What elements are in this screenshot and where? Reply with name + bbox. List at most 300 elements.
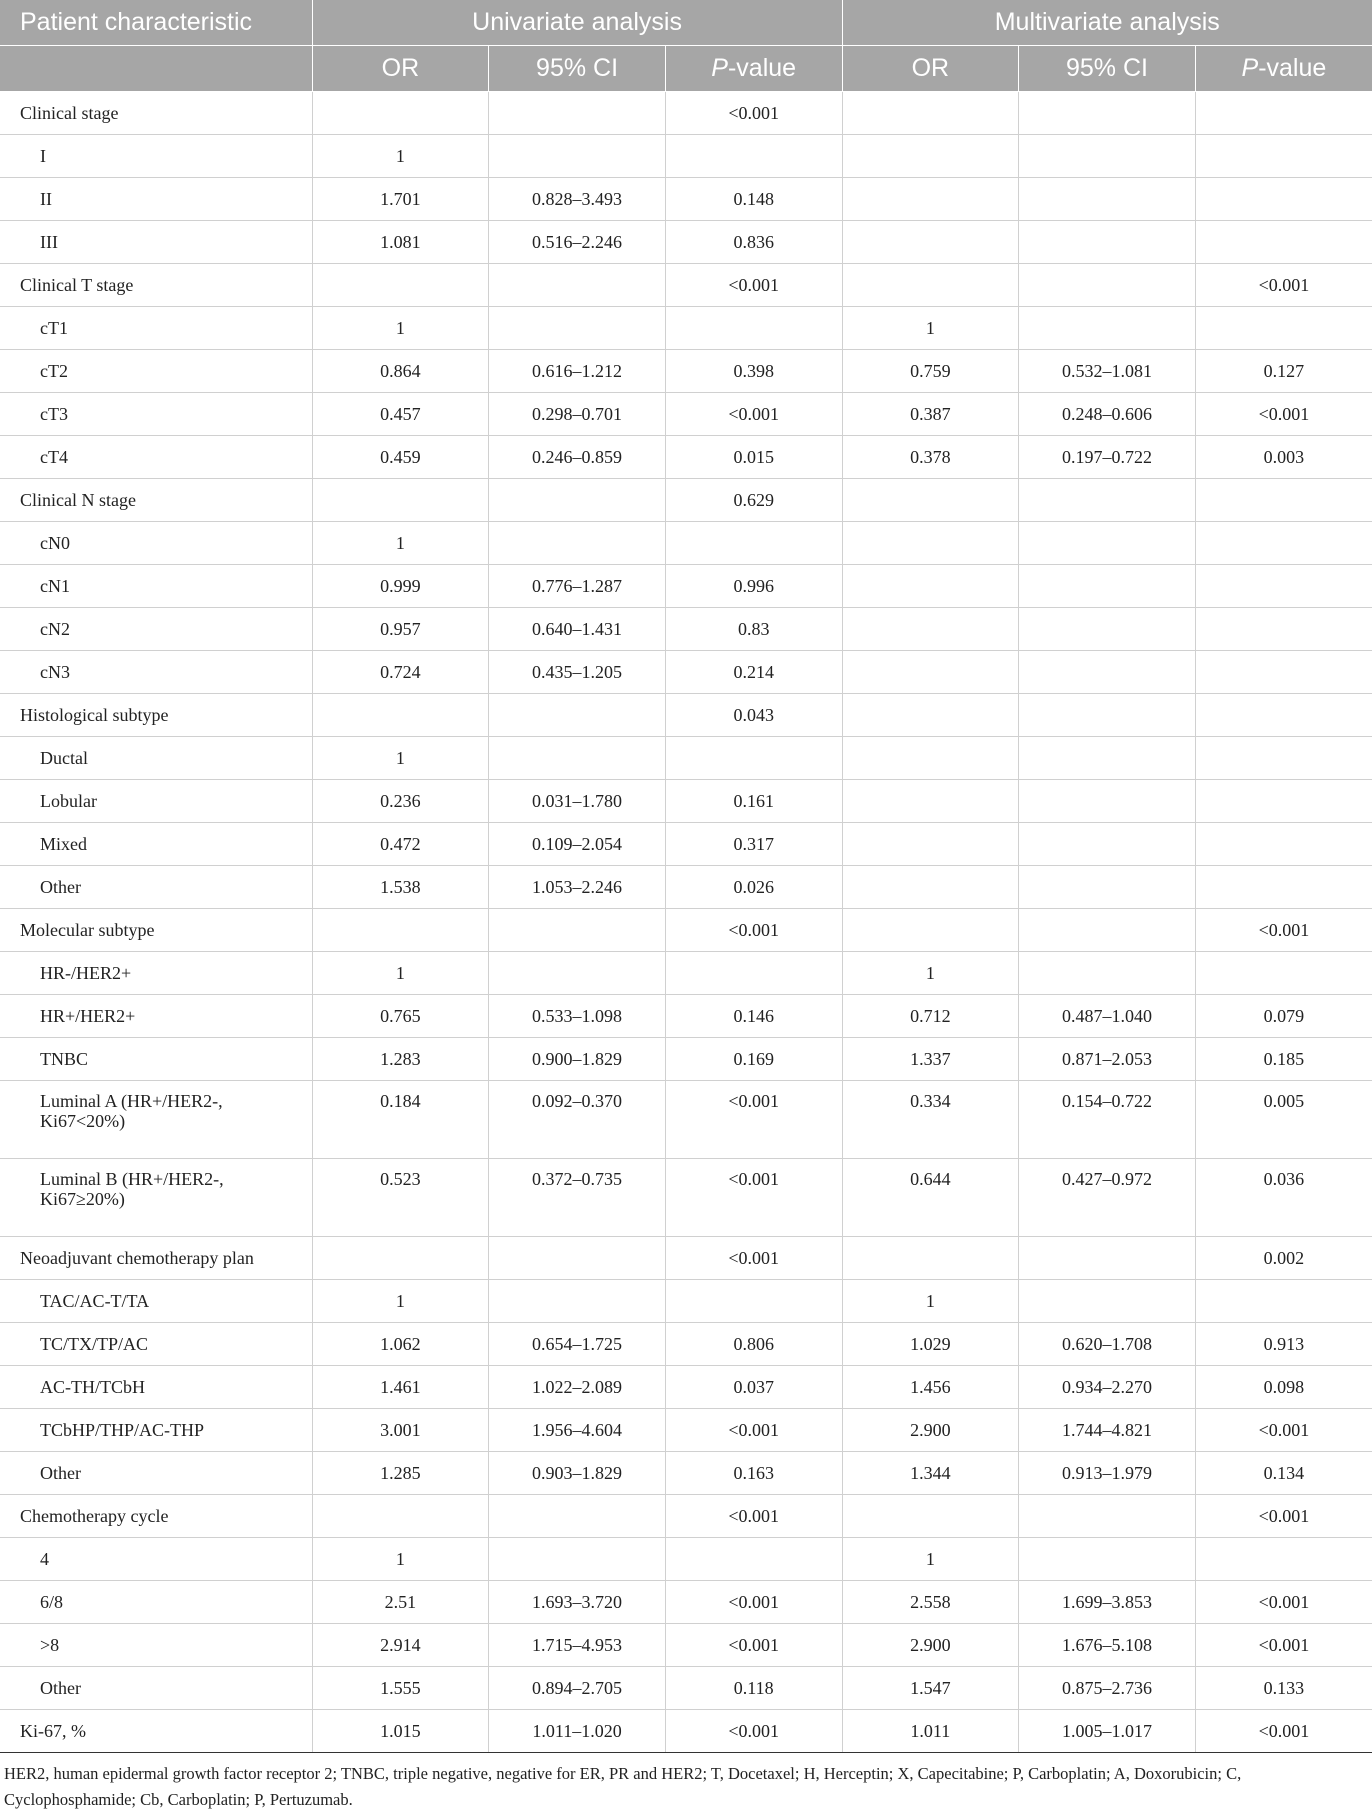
table-row	[0, 952, 1372, 995]
row-label-text: Other	[40, 1463, 81, 1483]
table-row-group	[0, 694, 1372, 737]
row-label	[0, 1081, 312, 1159]
cell-univariate-ci: 0.640–1.431	[489, 608, 666, 651]
row-label	[0, 1710, 312, 1753]
cell-multivariate-p-value: 0.003	[1195, 436, 1372, 479]
cell-multivariate-or	[842, 522, 1019, 565]
cell-multivariate-p-value: <0.001	[1195, 1710, 1372, 1753]
table-row-group	[0, 1237, 1372, 1280]
row-label-text: III	[40, 232, 58, 252]
cell-multivariate-or: 1.337	[842, 1038, 1019, 1081]
table-row	[0, 1323, 1372, 1366]
row-label-text: Other	[40, 877, 81, 897]
cell-univariate-p-value: 0.398	[665, 350, 842, 393]
row-label-text: Ki-67, %	[20, 1721, 86, 1741]
row-label-text: 6/8	[40, 1592, 64, 1612]
cell-univariate-or	[312, 909, 489, 952]
row-label	[0, 1538, 312, 1581]
cell-univariate-or: 1	[312, 135, 489, 178]
row-label	[0, 1452, 312, 1495]
cell-multivariate-or: 2.900	[842, 1624, 1019, 1667]
cell-multivariate-or: 1	[842, 1538, 1019, 1581]
header-univariate-analysis: Univariate analysis	[312, 0, 842, 46]
cell-multivariate-or	[842, 1495, 1019, 1538]
cell-univariate-p-value: 0.806	[665, 1323, 842, 1366]
cell-multivariate-ci	[1019, 608, 1196, 651]
cell-univariate-p-value	[665, 1280, 842, 1323]
cell-multivariate-ci: 1.699–3.853	[1019, 1581, 1196, 1624]
cell-univariate-p-value: <0.001	[665, 1581, 842, 1624]
cell-univariate-or	[312, 479, 489, 522]
cell-multivariate-p-value: 0.005	[1195, 1081, 1372, 1159]
header-univariate-ci: 95% CI	[489, 46, 666, 92]
cell-univariate-ci	[489, 1495, 666, 1538]
cell-multivariate-p-value	[1195, 522, 1372, 565]
cell-univariate-or: 1.283	[312, 1038, 489, 1081]
row-label-text: cT3	[40, 404, 68, 424]
cell-multivariate-ci	[1019, 1538, 1196, 1581]
table-row	[0, 1038, 1372, 1081]
cell-univariate-ci: 0.654–1.725	[489, 1323, 666, 1366]
cell-univariate-or: 1.285	[312, 1452, 489, 1495]
cell-multivariate-p-value: 0.133	[1195, 1667, 1372, 1710]
table-body	[0, 92, 1372, 1753]
header-patient-characteristic: Patient characteristic	[0, 0, 312, 46]
cell-univariate-or: 1.555	[312, 1667, 489, 1710]
cell-univariate-p-value: <0.001	[665, 1237, 842, 1280]
row-label	[0, 1624, 312, 1667]
cell-multivariate-ci: 1.005–1.017	[1019, 1710, 1196, 1753]
cell-multivariate-or	[842, 694, 1019, 737]
cell-multivariate-or: 0.759	[842, 350, 1019, 393]
cell-univariate-p-value	[665, 952, 842, 995]
table-row	[0, 1159, 1372, 1237]
cell-multivariate-or: 1.547	[842, 1667, 1019, 1710]
cell-multivariate-p-value	[1195, 952, 1372, 995]
table-row-group	[0, 909, 1372, 952]
cell-univariate-p-value: <0.001	[665, 1409, 842, 1452]
cell-univariate-or	[312, 92, 489, 135]
table-row	[0, 780, 1372, 823]
cell-univariate-ci: 0.092–0.370	[489, 1081, 666, 1159]
cell-univariate-p-value: 0.317	[665, 823, 842, 866]
cell-univariate-ci: 0.109–2.054	[489, 823, 666, 866]
cell-multivariate-p-value	[1195, 866, 1372, 909]
row-label	[0, 350, 312, 393]
cell-multivariate-ci: 0.871–2.053	[1019, 1038, 1196, 1081]
cell-multivariate-p-value: 0.127	[1195, 350, 1372, 393]
cell-multivariate-p-value	[1195, 178, 1372, 221]
cell-multivariate-p-value	[1195, 651, 1372, 694]
cell-univariate-p-value: 0.83	[665, 608, 842, 651]
cell-multivariate-ci	[1019, 737, 1196, 780]
cell-multivariate-ci	[1019, 307, 1196, 350]
cell-multivariate-p-value: 0.098	[1195, 1366, 1372, 1409]
row-label-text: Luminal A (HR+/HER2-,	[40, 1091, 223, 1111]
cell-univariate-p-value	[665, 1538, 842, 1581]
table-footnote: HER2, human epidermal growth factor receptor 2; TNBC, triple negative, negative for ER, PR and HER2; T, Docetaxel; H, Herceptin; X, Capecitabine; P, Carboplatin; A, Doxorubicin; C, Cyclophosphamide; Cb, Carboplatin; P, Pertuzumab.	[4, 1764, 1242, 1809]
cell-univariate-p-value: 0.161	[665, 780, 842, 823]
cell-multivariate-ci: 0.248–0.606	[1019, 393, 1196, 436]
cell-multivariate-p-value	[1195, 1280, 1372, 1323]
cell-multivariate-ci	[1019, 866, 1196, 909]
cell-univariate-ci	[489, 1237, 666, 1280]
cell-multivariate-ci	[1019, 92, 1196, 135]
cell-univariate-or: 0.957	[312, 608, 489, 651]
cell-multivariate-p-value: 0.185	[1195, 1038, 1372, 1081]
cell-multivariate-or: 1.029	[842, 1323, 1019, 1366]
cell-univariate-p-value: <0.001	[665, 264, 842, 307]
cell-univariate-ci: 0.435–1.205	[489, 651, 666, 694]
cell-univariate-ci: 0.372–0.735	[489, 1159, 666, 1237]
row-label-text: Clinical T stage	[20, 275, 134, 295]
row-label	[0, 479, 312, 522]
cell-univariate-ci	[489, 737, 666, 780]
cell-univariate-ci	[489, 952, 666, 995]
p-suffix: -value	[727, 54, 797, 82]
row-label-text: cN2	[40, 619, 70, 639]
row-label-text: Histological subtype	[20, 705, 169, 725]
row-label	[0, 737, 312, 780]
row-label-text: Neoadjuvant chemotherapy plan	[20, 1248, 254, 1268]
row-label	[0, 1280, 312, 1323]
cell-multivariate-p-value: 0.079	[1195, 995, 1372, 1038]
cell-univariate-ci: 0.900–1.829	[489, 1038, 666, 1081]
cell-univariate-ci: 0.828–3.493	[489, 178, 666, 221]
cell-univariate-ci: 1.053–2.246	[489, 866, 666, 909]
row-label-text: TC/TX/TP/AC	[40, 1334, 149, 1354]
table-row	[0, 1280, 1372, 1323]
row-label	[0, 780, 312, 823]
table-row	[0, 393, 1372, 436]
cell-multivariate-ci	[1019, 522, 1196, 565]
cell-univariate-p-value: 0.043	[665, 694, 842, 737]
cell-univariate-p-value: 0.163	[665, 1452, 842, 1495]
row-label-text: cT1	[40, 318, 68, 338]
cell-multivariate-ci	[1019, 264, 1196, 307]
row-label-text: I	[40, 146, 46, 166]
cell-multivariate-p-value	[1195, 479, 1372, 522]
table-row-group	[0, 1710, 1372, 1753]
cell-multivariate-ci	[1019, 178, 1196, 221]
header-univariate-p-value	[665, 46, 842, 92]
cell-univariate-or: 1	[312, 737, 489, 780]
row-label-text: cN0	[40, 533, 70, 553]
cell-multivariate-or: 1	[842, 952, 1019, 995]
cell-multivariate-or: 0.387	[842, 393, 1019, 436]
cell-univariate-or: 0.765	[312, 995, 489, 1038]
cell-multivariate-ci	[1019, 479, 1196, 522]
cell-multivariate-ci	[1019, 1280, 1196, 1323]
row-label	[0, 178, 312, 221]
cell-univariate-or: 0.523	[312, 1159, 489, 1237]
cell-multivariate-ci	[1019, 909, 1196, 952]
row-label	[0, 1366, 312, 1409]
cell-univariate-ci	[489, 909, 666, 952]
cell-univariate-or: 0.184	[312, 1081, 489, 1159]
row-label-text: TAC/AC-T/TA	[40, 1291, 150, 1311]
table-row	[0, 221, 1372, 264]
cell-univariate-p-value: 0.996	[665, 565, 842, 608]
table-row	[0, 135, 1372, 178]
cell-multivariate-p-value	[1195, 608, 1372, 651]
cell-univariate-or: 1	[312, 1280, 489, 1323]
cell-multivariate-p-value: 0.002	[1195, 1237, 1372, 1280]
cell-multivariate-or: 1.456	[842, 1366, 1019, 1409]
cell-univariate-or	[312, 1495, 489, 1538]
table-row	[0, 436, 1372, 479]
cell-multivariate-ci	[1019, 1495, 1196, 1538]
cell-multivariate-ci: 0.487–1.040	[1019, 995, 1196, 1038]
cell-multivariate-or: 1	[842, 1280, 1019, 1323]
cell-univariate-ci: 1.022–2.089	[489, 1366, 666, 1409]
table-row	[0, 307, 1372, 350]
cell-univariate-ci: 0.298–0.701	[489, 393, 666, 436]
cell-multivariate-or	[842, 866, 1019, 909]
row-label-text: >8	[40, 1635, 60, 1655]
cell-univariate-ci: 0.776–1.287	[489, 565, 666, 608]
cell-multivariate-ci: 1.676–5.108	[1019, 1624, 1196, 1667]
header-blank	[0, 46, 312, 92]
row-label-text: AC-TH/TCbH	[40, 1377, 145, 1397]
cell-univariate-ci	[489, 1538, 666, 1581]
row-label	[0, 1581, 312, 1624]
cell-multivariate-p-value: <0.001	[1195, 393, 1372, 436]
cell-multivariate-ci: 1.744–4.821	[1019, 1409, 1196, 1452]
row-label-text: HR+/HER2+	[40, 1006, 136, 1026]
cell-multivariate-p-value	[1195, 823, 1372, 866]
cell-multivariate-or	[842, 608, 1019, 651]
cell-multivariate-ci	[1019, 694, 1196, 737]
p-italic: P	[711, 54, 728, 82]
cell-univariate-ci	[489, 522, 666, 565]
cell-univariate-or: 0.457	[312, 393, 489, 436]
cell-multivariate-p-value	[1195, 92, 1372, 135]
cell-multivariate-or	[842, 737, 1019, 780]
table-row	[0, 1667, 1372, 1710]
cell-multivariate-p-value: <0.001	[1195, 1409, 1372, 1452]
table-row	[0, 1624, 1372, 1667]
cell-multivariate-or: 0.712	[842, 995, 1019, 1038]
row-label	[0, 307, 312, 350]
cell-multivariate-p-value: 0.913	[1195, 1323, 1372, 1366]
row-label-text-line2: Ki67≥20%)	[40, 1189, 125, 1209]
row-label-text: 4	[40, 1549, 49, 1569]
cell-univariate-or: 2.914	[312, 1624, 489, 1667]
cell-univariate-or: 1	[312, 307, 489, 350]
row-label	[0, 1495, 312, 1538]
row-label-text: cN3	[40, 662, 70, 682]
cell-univariate-ci	[489, 479, 666, 522]
p-italic: P	[1241, 54, 1259, 82]
cell-multivariate-or	[842, 264, 1019, 307]
table-row-group	[0, 479, 1372, 522]
table-row	[0, 866, 1372, 909]
row-label	[0, 909, 312, 952]
row-label	[0, 1237, 312, 1280]
cell-multivariate-ci: 0.620–1.708	[1019, 1323, 1196, 1366]
cell-univariate-or: 0.459	[312, 436, 489, 479]
table-row	[0, 1081, 1372, 1159]
cell-multivariate-p-value	[1195, 221, 1372, 264]
row-label	[0, 393, 312, 436]
cell-univariate-or: 1	[312, 952, 489, 995]
cell-univariate-p-value: <0.001	[665, 1710, 842, 1753]
row-label	[0, 565, 312, 608]
cell-univariate-or: 0.472	[312, 823, 489, 866]
cell-multivariate-p-value: <0.001	[1195, 1495, 1372, 1538]
cell-univariate-or: 0.724	[312, 651, 489, 694]
row-label	[0, 866, 312, 909]
cell-univariate-or: 0.236	[312, 780, 489, 823]
row-label	[0, 995, 312, 1038]
row-label	[0, 694, 312, 737]
cell-univariate-or: 1.461	[312, 1366, 489, 1409]
row-label-text: TCbHP/THP/AC-THP	[40, 1420, 205, 1440]
row-label-text: Molecular subtype	[20, 920, 155, 940]
cell-univariate-ci	[489, 92, 666, 135]
row-label	[0, 952, 312, 995]
cell-univariate-p-value: 0.026	[665, 866, 842, 909]
header-multivariate-or: OR	[842, 46, 1019, 92]
cell-multivariate-or: 0.334	[842, 1081, 1019, 1159]
cell-multivariate-ci: 0.427–0.972	[1019, 1159, 1196, 1237]
cell-multivariate-or: 1.344	[842, 1452, 1019, 1495]
cell-multivariate-ci	[1019, 780, 1196, 823]
cell-multivariate-p-value	[1195, 565, 1372, 608]
cell-multivariate-ci	[1019, 135, 1196, 178]
cell-multivariate-or: 0.644	[842, 1159, 1019, 1237]
cell-univariate-ci: 0.903–1.829	[489, 1452, 666, 1495]
table-row	[0, 522, 1372, 565]
cell-univariate-ci: 0.533–1.098	[489, 995, 666, 1038]
cell-univariate-ci: 1.715–4.953	[489, 1624, 666, 1667]
cell-univariate-or: 1	[312, 1538, 489, 1581]
cell-multivariate-p-value	[1195, 135, 1372, 178]
cell-univariate-or	[312, 694, 489, 737]
row-label-text: HR-/HER2+	[40, 963, 132, 983]
table-row	[0, 350, 1372, 393]
table-row	[0, 1366, 1372, 1409]
cell-multivariate-p-value	[1195, 307, 1372, 350]
table-row-group	[0, 92, 1372, 135]
cell-multivariate-or	[842, 479, 1019, 522]
row-label-text: cN1	[40, 576, 70, 596]
cell-univariate-or: 1.062	[312, 1323, 489, 1366]
cell-univariate-p-value: <0.001	[665, 909, 842, 952]
cell-univariate-p-value: <0.001	[665, 1081, 842, 1159]
cell-multivariate-or: 0.378	[842, 436, 1019, 479]
cell-multivariate-or	[842, 221, 1019, 264]
cell-univariate-p-value: 0.146	[665, 995, 842, 1038]
cell-multivariate-ci: 0.532–1.081	[1019, 350, 1196, 393]
cell-multivariate-p-value	[1195, 780, 1372, 823]
row-label	[0, 608, 312, 651]
cell-multivariate-p-value: <0.001	[1195, 1624, 1372, 1667]
cell-univariate-p-value: 0.169	[665, 1038, 842, 1081]
cell-multivariate-ci: 0.875–2.736	[1019, 1667, 1196, 1710]
cell-multivariate-or	[842, 178, 1019, 221]
cell-univariate-p-value: 0.037	[665, 1366, 842, 1409]
row-label-text: Clinical stage	[20, 103, 119, 123]
header-multivariate-p-value	[1195, 46, 1372, 92]
row-label-text: TNBC	[40, 1049, 89, 1069]
table-header	[0, 0, 1372, 92]
row-label	[0, 823, 312, 866]
row-label	[0, 436, 312, 479]
row-label-text: cT4	[40, 447, 68, 467]
cell-univariate-p-value: <0.001	[665, 1624, 842, 1667]
cell-univariate-or: 2.51	[312, 1581, 489, 1624]
cell-univariate-p-value: <0.001	[665, 92, 842, 135]
cell-univariate-p-value: 0.015	[665, 436, 842, 479]
cell-multivariate-ci: 0.913–1.979	[1019, 1452, 1196, 1495]
table-row	[0, 1409, 1372, 1452]
cell-univariate-ci	[489, 694, 666, 737]
cell-univariate-or	[312, 264, 489, 307]
table-row	[0, 1452, 1372, 1495]
cell-multivariate-or	[842, 1237, 1019, 1280]
cell-multivariate-ci	[1019, 221, 1196, 264]
cell-multivariate-or	[842, 651, 1019, 694]
cell-univariate-or: 0.999	[312, 565, 489, 608]
row-label	[0, 92, 312, 135]
cell-univariate-p-value: 0.629	[665, 479, 842, 522]
cell-univariate-ci	[489, 264, 666, 307]
row-label-text: II	[40, 189, 52, 209]
cell-multivariate-or: 2.558	[842, 1581, 1019, 1624]
cell-univariate-p-value: 0.214	[665, 651, 842, 694]
row-label	[0, 1323, 312, 1366]
cell-multivariate-p-value: 0.134	[1195, 1452, 1372, 1495]
cell-univariate-ci	[489, 307, 666, 350]
row-label-text: Luminal B (HR+/HER2-,	[40, 1169, 224, 1189]
cell-univariate-p-value	[665, 737, 842, 780]
row-label	[0, 1159, 312, 1237]
table-row-group	[0, 1495, 1372, 1538]
cell-univariate-p-value: 0.148	[665, 178, 842, 221]
cell-univariate-p-value: 0.118	[665, 1667, 842, 1710]
table-row-group	[0, 264, 1372, 307]
table-row	[0, 651, 1372, 694]
header-multivariate-analysis: Multivariate analysis	[842, 0, 1372, 46]
cell-multivariate-p-value: <0.001	[1195, 909, 1372, 952]
cell-univariate-ci: 0.894–2.705	[489, 1667, 666, 1710]
cell-multivariate-ci: 0.934–2.270	[1019, 1366, 1196, 1409]
table-row	[0, 1538, 1372, 1581]
cell-univariate-ci: 1.956–4.604	[489, 1409, 666, 1452]
cell-univariate-ci: 0.616–1.212	[489, 350, 666, 393]
cell-multivariate-ci	[1019, 651, 1196, 694]
cell-univariate-p-value	[665, 522, 842, 565]
cell-multivariate-ci	[1019, 823, 1196, 866]
cell-univariate-or: 1.538	[312, 866, 489, 909]
cell-multivariate-or: 1.011	[842, 1710, 1019, 1753]
cell-univariate-or: 1.081	[312, 221, 489, 264]
cell-univariate-p-value: <0.001	[665, 393, 842, 436]
cell-multivariate-p-value: <0.001	[1195, 1581, 1372, 1624]
cell-univariate-or: 3.001	[312, 1409, 489, 1452]
cell-multivariate-or	[842, 92, 1019, 135]
cell-multivariate-p-value	[1195, 1538, 1372, 1581]
cell-univariate-ci: 0.246–0.859	[489, 436, 666, 479]
row-label-text: Ductal	[40, 748, 88, 768]
header-univariate-or: OR	[312, 46, 489, 92]
cell-univariate-p-value: <0.001	[665, 1495, 842, 1538]
cell-multivariate-or	[842, 135, 1019, 178]
cell-multivariate-ci	[1019, 952, 1196, 995]
cell-multivariate-ci: 0.154–0.722	[1019, 1081, 1196, 1159]
